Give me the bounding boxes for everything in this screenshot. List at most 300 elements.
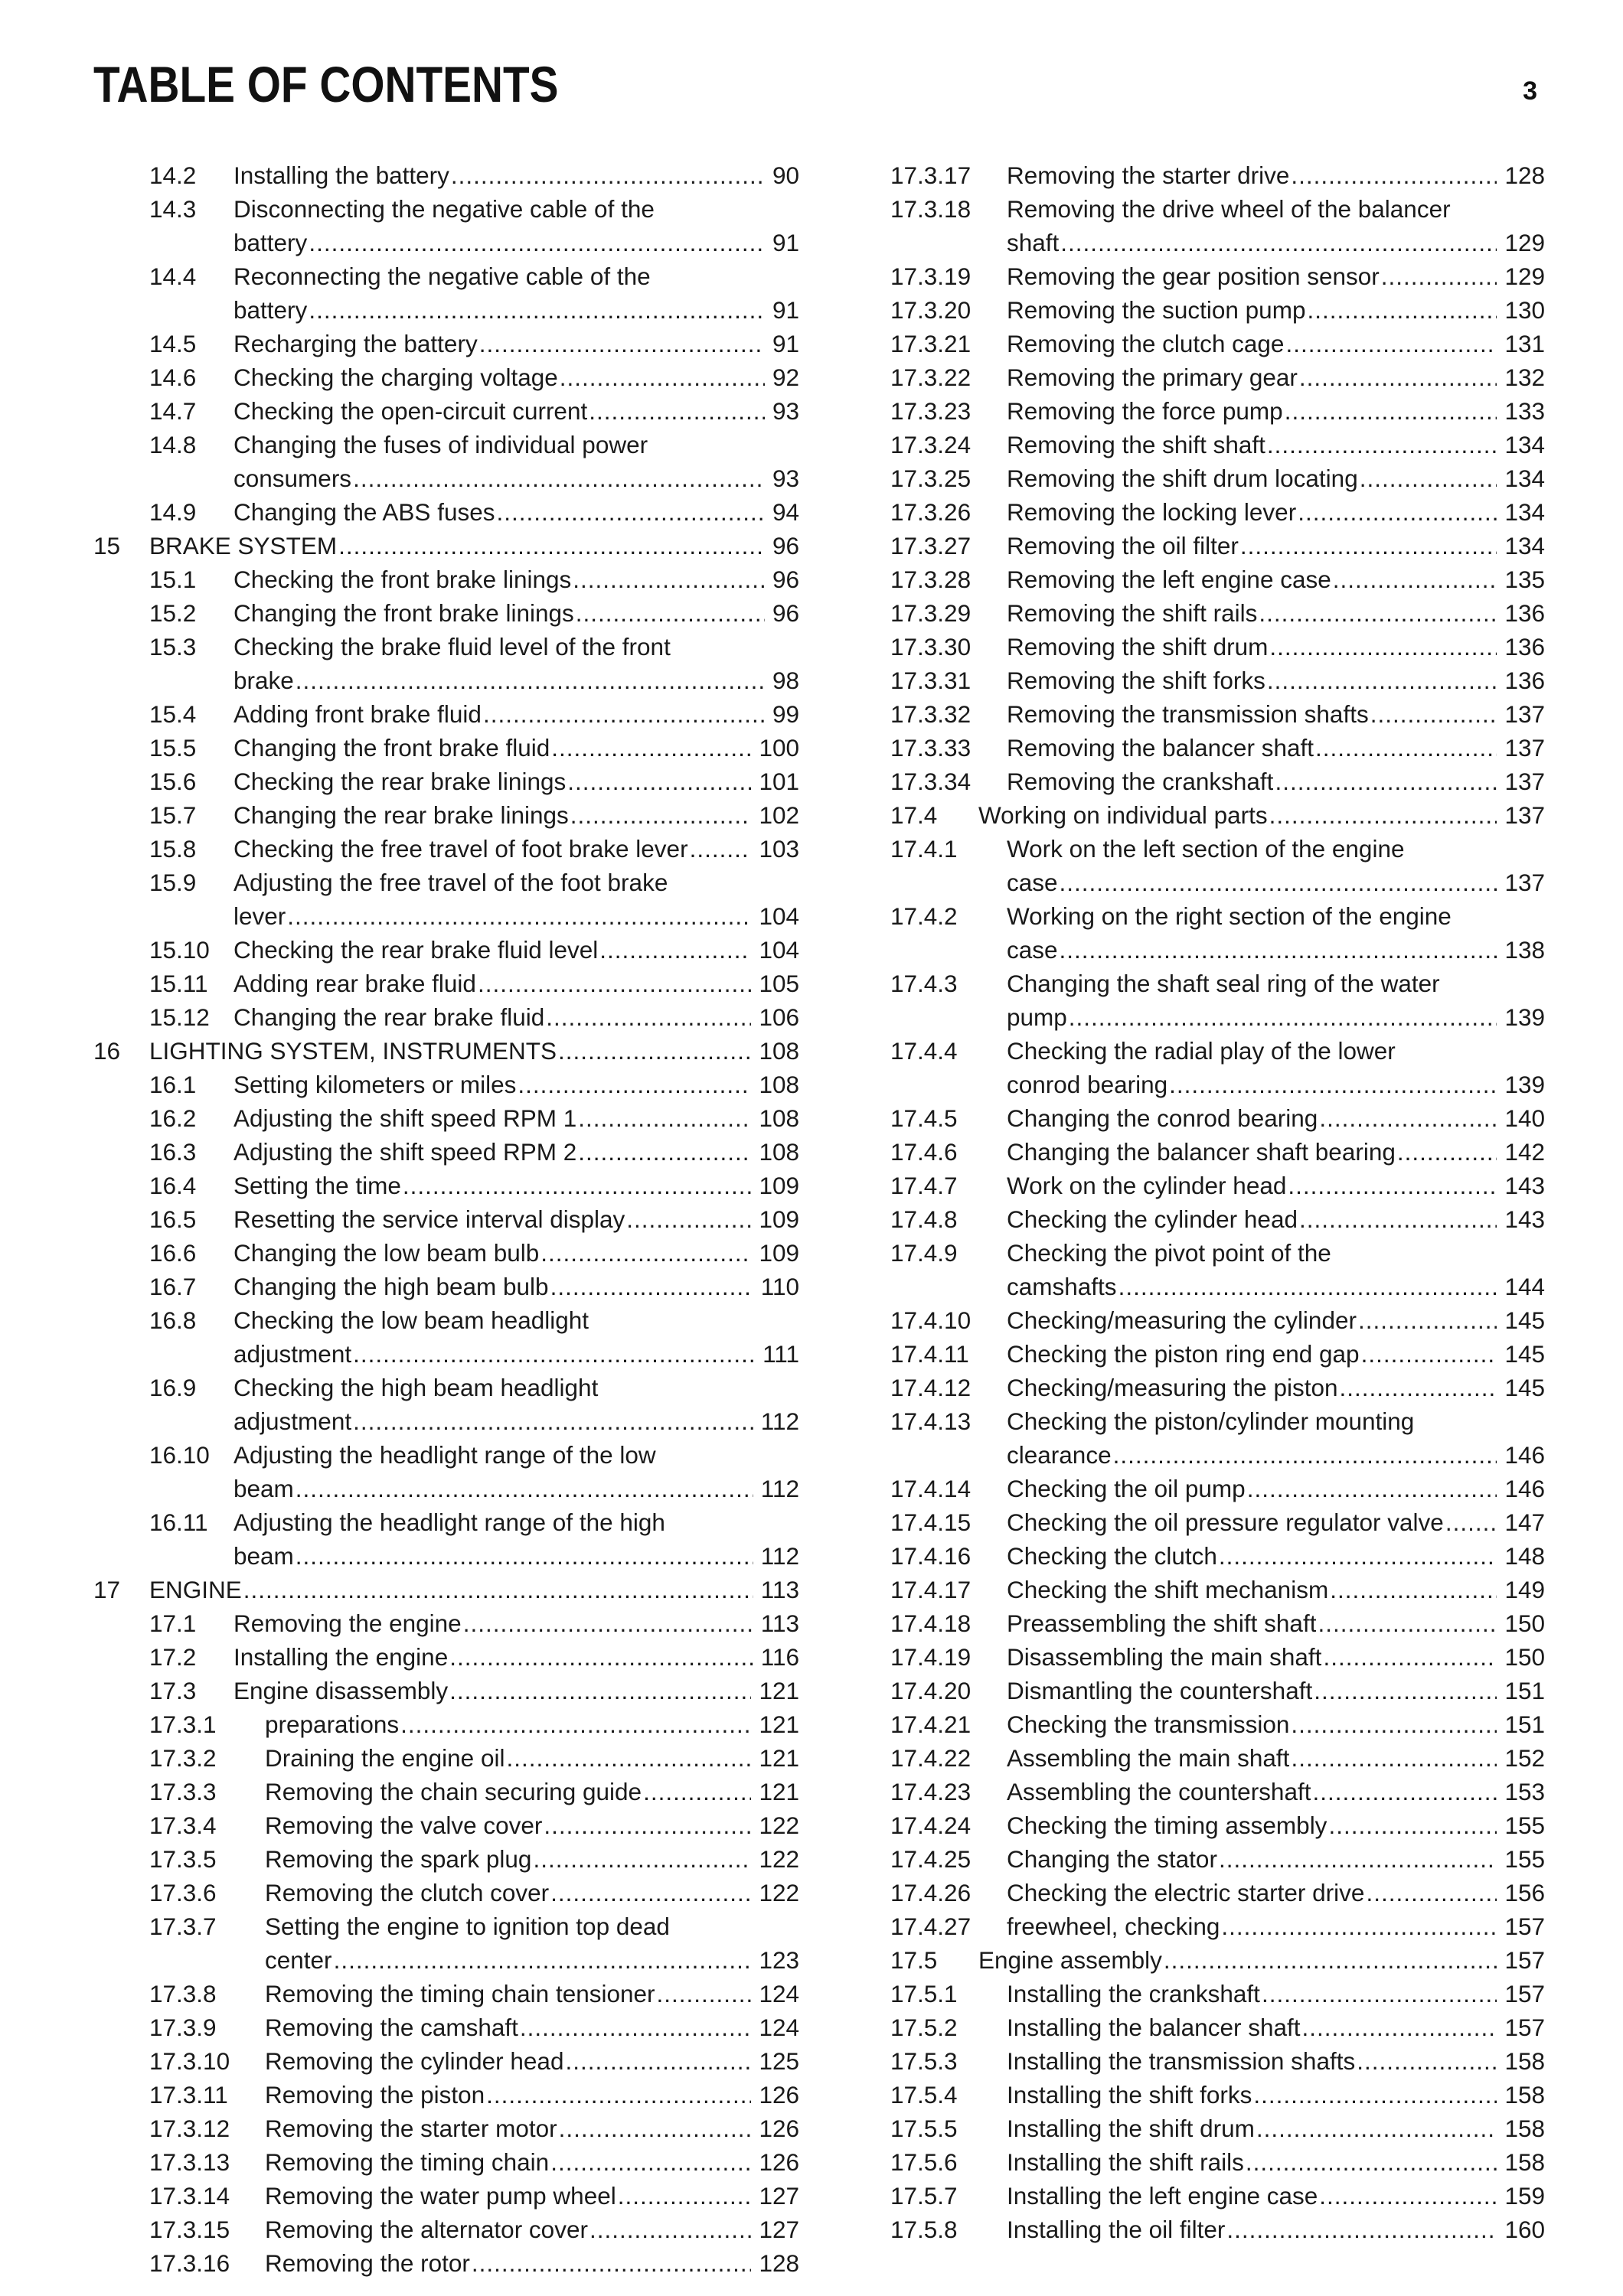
toc-entry-page: 137 bbox=[1504, 700, 1545, 728]
toc-entry[interactable] bbox=[93, 529, 799, 563]
toc-entry-number: 16.9 bbox=[149, 1374, 197, 1401]
dot-leader bbox=[1267, 664, 1497, 697]
toc-entry[interactable] bbox=[890, 1640, 1545, 1674]
toc-entry-title: Removing the spark plug bbox=[265, 1845, 532, 1873]
toc-entry-page: 153 bbox=[1504, 1778, 1545, 1805]
toc-entry[interactable] bbox=[890, 2213, 1545, 2246]
toc-entry[interactable] bbox=[890, 1606, 1545, 1640]
toc-entry[interactable] bbox=[890, 2179, 1545, 2213]
toc-entry-title-continued: lever bbox=[233, 902, 286, 930]
dot-leader bbox=[1330, 1573, 1497, 1606]
toc-entry[interactable] bbox=[93, 1741, 799, 1775]
toc-entry[interactable] bbox=[890, 1101, 1545, 1135]
toc-entry[interactable] bbox=[93, 192, 799, 259]
toc-entry-title: Changing the rear brake fluid bbox=[233, 1003, 545, 1031]
toc-entry[interactable] bbox=[93, 1977, 799, 2011]
toc-entry-page: 157 bbox=[1504, 1913, 1545, 1940]
toc-entry[interactable] bbox=[93, 1303, 799, 1371]
toc-entry-number: 15.9 bbox=[149, 869, 197, 896]
toc-entry[interactable] bbox=[890, 630, 1545, 664]
toc-entry[interactable] bbox=[93, 765, 799, 798]
toc-entry-number: 16.4 bbox=[149, 1172, 197, 1199]
page-number: 3 bbox=[1523, 77, 1537, 106]
toc-entry-page: 159 bbox=[1504, 2182, 1545, 2210]
toc-entry[interactable] bbox=[890, 1943, 1545, 1977]
dot-leader bbox=[506, 1741, 751, 1775]
toc-entry-number: 17.3.16 bbox=[149, 2249, 230, 2277]
toc-entry[interactable] bbox=[890, 664, 1545, 697]
toc-entry[interactable] bbox=[93, 967, 799, 1000]
toc-entry-page: 108 bbox=[759, 1138, 799, 1166]
toc-entry-number: 17.3.13 bbox=[149, 2148, 230, 2176]
page-title: TABLE OF CONTENTS bbox=[93, 56, 559, 113]
toc-entry[interactable] bbox=[890, 596, 1545, 630]
toc-entry[interactable] bbox=[890, 1876, 1545, 1910]
toc-entry[interactable] bbox=[93, 1371, 799, 1438]
toc-entry[interactable] bbox=[890, 2145, 1545, 2179]
toc-entry-page: 136 bbox=[1504, 667, 1545, 694]
toc-entry-page: 155 bbox=[1504, 1845, 1545, 1873]
toc-entry-page: 143 bbox=[1504, 1172, 1545, 1199]
toc-entry-title: Removing the drive wheel of the balancer bbox=[1007, 195, 1451, 223]
toc-entry-number: 16.7 bbox=[149, 1273, 197, 1300]
dot-leader bbox=[1381, 259, 1497, 293]
toc-entry[interactable] bbox=[890, 428, 1545, 461]
toc-entry-title: Removing the balancer shaft bbox=[1007, 734, 1314, 762]
dot-leader bbox=[546, 1000, 751, 1034]
toc-entry[interactable] bbox=[890, 1303, 1545, 1337]
toc-entry[interactable] bbox=[93, 1000, 799, 1034]
dot-leader bbox=[472, 2246, 752, 2280]
dot-leader bbox=[353, 1404, 753, 1438]
toc-left-column bbox=[93, 158, 799, 2280]
toc-entry-page: 112 bbox=[760, 1542, 799, 1570]
dot-leader bbox=[463, 1606, 753, 1640]
toc-entry-title: Working on individual parts bbox=[978, 801, 1268, 829]
toc-entry-number: 17.3 bbox=[149, 1677, 197, 1704]
toc-entry-page: 136 bbox=[1504, 633, 1545, 660]
toc-entry[interactable] bbox=[890, 1505, 1545, 1539]
dot-leader bbox=[1323, 1640, 1497, 1674]
toc-entry-title: Removing the force pump bbox=[1007, 397, 1283, 425]
toc-entry[interactable] bbox=[890, 158, 1545, 192]
dot-leader bbox=[1315, 731, 1497, 765]
toc-entry-page: 113 bbox=[760, 1609, 799, 1637]
toc-entry-title: Adjusting the headlight range of the low bbox=[233, 1441, 656, 1469]
toc-entry[interactable] bbox=[890, 798, 1545, 832]
dot-leader bbox=[573, 563, 765, 596]
toc-entry-number: 16.11 bbox=[149, 1508, 208, 1536]
toc-entry[interactable] bbox=[93, 1135, 799, 1169]
toc-entry-title: Changing the front brake linings bbox=[233, 599, 574, 627]
dot-leader bbox=[1291, 1741, 1497, 1775]
toc-entry-number: 17.4.15 bbox=[890, 1508, 972, 1536]
toc-entry-title: Checking the charging voltage bbox=[233, 364, 558, 391]
toc-entry[interactable] bbox=[890, 1977, 1545, 2011]
toc-entry-title-continued: case bbox=[1007, 936, 1058, 964]
toc-entry[interactable] bbox=[93, 1034, 799, 1068]
toc-entry-page: 143 bbox=[1504, 1205, 1545, 1233]
toc-entry-number: 17.3.33 bbox=[890, 734, 972, 762]
toc-entry-title: Installing the transmission shafts bbox=[1007, 2047, 1356, 2075]
dot-leader bbox=[1357, 2044, 1497, 2078]
toc-entry-number: 14.5 bbox=[149, 330, 197, 357]
toc-entry-number: 17.4.9 bbox=[890, 1239, 958, 1267]
toc-entry[interactable] bbox=[890, 192, 1545, 259]
toc-entry-number: 17.4.25 bbox=[890, 1845, 972, 1873]
toc-entry[interactable] bbox=[93, 2145, 799, 2179]
toc-entry-title: Setting the engine to ignition top dead bbox=[265, 1913, 670, 1940]
toc-entry-number: 15.8 bbox=[149, 835, 197, 863]
toc-entry-title: ENGINE bbox=[149, 1576, 242, 1603]
dot-leader bbox=[1221, 1910, 1497, 1943]
toc-entry-title: Setting kilometers or miles bbox=[233, 1071, 517, 1098]
toc-entry-number: 17.3.31 bbox=[890, 667, 972, 694]
toc-entry[interactable] bbox=[93, 1808, 799, 1842]
dot-leader bbox=[1360, 461, 1497, 495]
toc-entry[interactable] bbox=[93, 1573, 799, 1606]
toc-entry[interactable] bbox=[93, 933, 799, 967]
toc-entry-page: 140 bbox=[1504, 1104, 1545, 1132]
toc-entry[interactable] bbox=[93, 259, 799, 327]
toc-entry[interactable] bbox=[890, 1775, 1545, 1808]
toc-entry-page: 108 bbox=[759, 1104, 799, 1132]
toc-entry-number: 15.12 bbox=[149, 1003, 210, 1031]
toc-entry-number: 17.3.20 bbox=[890, 296, 972, 324]
dot-leader bbox=[533, 1842, 751, 1876]
toc-entry[interactable] bbox=[890, 967, 1545, 1034]
toc-entry-number: 17.3.1 bbox=[149, 1711, 217, 1738]
toc-entry-number: 17.3.27 bbox=[890, 532, 972, 559]
toc-entry-page: 150 bbox=[1504, 1609, 1545, 1637]
toc-entry[interactable] bbox=[93, 1236, 799, 1270]
dot-leader bbox=[643, 1775, 751, 1808]
toc-entry[interactable] bbox=[890, 1202, 1545, 1236]
toc-entry-title: Adjusting the shift speed RPM 2 bbox=[233, 1138, 577, 1166]
dot-leader bbox=[309, 226, 765, 259]
toc-entry[interactable] bbox=[93, 2044, 799, 2078]
toc-entry-page: 113 bbox=[760, 1576, 799, 1603]
toc-entry[interactable] bbox=[890, 1539, 1545, 1573]
toc-entry[interactable] bbox=[93, 1270, 799, 1303]
dot-leader bbox=[690, 832, 752, 866]
toc-entry[interactable] bbox=[890, 1573, 1545, 1606]
toc-entry-number: 17.3.21 bbox=[890, 330, 972, 357]
toc-entry[interactable] bbox=[890, 259, 1545, 293]
toc-entry[interactable] bbox=[93, 1202, 799, 1236]
toc-entry-number: 16.6 bbox=[149, 1239, 197, 1267]
toc-entry-page: 122 bbox=[759, 1812, 799, 1839]
toc-entry[interactable] bbox=[93, 1606, 799, 1640]
toc-entry-title: Checking the oil pressure regulator valve bbox=[1007, 1508, 1444, 1536]
toc-entry-number: 16.3 bbox=[149, 1138, 197, 1166]
toc-entry[interactable] bbox=[890, 1404, 1545, 1472]
dot-leader bbox=[1314, 1674, 1497, 1707]
toc-entry[interactable] bbox=[93, 158, 799, 192]
toc-entry-title: Adding front brake fluid bbox=[233, 700, 482, 728]
toc-entry-page: 111 bbox=[763, 1340, 799, 1368]
toc-entry[interactable] bbox=[93, 2213, 799, 2246]
toc-entry[interactable] bbox=[93, 832, 799, 866]
toc-entry-title: Removing the shift drum bbox=[1007, 633, 1269, 660]
toc-entry-page: 125 bbox=[759, 2047, 799, 2075]
toc-entry[interactable] bbox=[890, 731, 1545, 765]
toc-entry-page: 126 bbox=[759, 2115, 799, 2142]
toc-entry[interactable] bbox=[93, 1910, 799, 1977]
toc-entry[interactable] bbox=[93, 1438, 799, 1505]
toc-entry[interactable] bbox=[93, 2011, 799, 2044]
toc-entry[interactable] bbox=[890, 1337, 1545, 1371]
toc-entry-title: Installing the shift rails bbox=[1007, 2148, 1244, 2176]
toc-entry-page: 126 bbox=[759, 2148, 799, 2176]
toc-entry[interactable] bbox=[93, 1068, 799, 1101]
toc-entry-page: 152 bbox=[1504, 1744, 1545, 1772]
toc-entry-number: 17.4.3 bbox=[890, 970, 958, 997]
toc-entry[interactable] bbox=[93, 2179, 799, 2213]
toc-entry-page: 91 bbox=[772, 330, 799, 357]
toc-entry[interactable] bbox=[890, 495, 1545, 529]
toc-entry-page: 122 bbox=[759, 1845, 799, 1873]
toc-entry[interactable] bbox=[93, 2112, 799, 2145]
toc-entry-title: Removing the alternator cover bbox=[265, 2216, 588, 2243]
toc-entry[interactable] bbox=[890, 1910, 1545, 1943]
dot-leader bbox=[570, 798, 752, 832]
toc-entry[interactable] bbox=[890, 327, 1545, 360]
toc-entry[interactable] bbox=[890, 1741, 1545, 1775]
toc-entry-number: 17.3.10 bbox=[149, 2047, 230, 2075]
toc-entry-title: Changing the stator bbox=[1007, 1845, 1217, 1873]
toc-entry[interactable] bbox=[93, 428, 799, 495]
toc-entry-number: 17.3.15 bbox=[149, 2216, 230, 2243]
toc-entry[interactable] bbox=[93, 563, 799, 596]
dot-leader bbox=[1285, 327, 1497, 360]
dot-leader bbox=[296, 1539, 753, 1573]
toc-entry[interactable] bbox=[93, 697, 799, 731]
toc-entry[interactable] bbox=[890, 529, 1545, 563]
toc-entry-title: Assembling the countershaft bbox=[1007, 1778, 1311, 1805]
toc-entry-title: Disconnecting the negative cable of the bbox=[233, 195, 655, 223]
toc-entry-title: Checking the clutch bbox=[1007, 1542, 1217, 1570]
dot-leader bbox=[296, 1472, 753, 1505]
toc-entry[interactable] bbox=[93, 360, 799, 394]
toc-entry[interactable] bbox=[93, 798, 799, 832]
toc-entry[interactable] bbox=[890, 899, 1545, 967]
toc-entry-number: 17.2 bbox=[149, 1643, 197, 1671]
toc-entry-title: Adjusting the free travel of the foot brake bbox=[233, 869, 668, 896]
dot-leader bbox=[599, 933, 751, 967]
toc-entry[interactable] bbox=[890, 360, 1545, 394]
toc-entry-page: 155 bbox=[1504, 1812, 1545, 1839]
toc-entry[interactable] bbox=[93, 866, 799, 933]
toc-entry[interactable] bbox=[93, 1505, 799, 1573]
toc-entry-title-continued: adjustment bbox=[233, 1407, 352, 1435]
dot-leader bbox=[578, 1101, 751, 1135]
toc-entry[interactable] bbox=[890, 2011, 1545, 2044]
toc-entry[interactable] bbox=[890, 832, 1545, 899]
dot-leader bbox=[565, 2044, 751, 2078]
dot-leader bbox=[1169, 1068, 1497, 1101]
toc-entry[interactable] bbox=[890, 1135, 1545, 1169]
dot-leader bbox=[1269, 630, 1497, 664]
toc-entry-number: 17.3.7 bbox=[149, 1913, 217, 1940]
toc-entry[interactable] bbox=[890, 1034, 1545, 1101]
toc-entry-number: 17.3.11 bbox=[149, 2081, 228, 2108]
toc-entry-title: Checking the shift mechanism bbox=[1007, 1576, 1329, 1603]
toc-entry-page: 136 bbox=[1504, 599, 1545, 627]
toc-entry-title: Working on the right section of the engine bbox=[1007, 902, 1452, 930]
toc-entry-title: Preassembling the shift shaft bbox=[1007, 1609, 1317, 1637]
toc-entry[interactable] bbox=[890, 2078, 1545, 2112]
toc-entry[interactable] bbox=[93, 630, 799, 697]
toc-entry-page: 121 bbox=[759, 1778, 799, 1805]
dot-leader bbox=[1259, 596, 1497, 630]
toc-entry-title: Removing the shift rails bbox=[1007, 599, 1258, 627]
toc-entry-number: 15.1 bbox=[149, 566, 197, 593]
toc-entry-page: 116 bbox=[760, 1643, 799, 1671]
toc-entry[interactable] bbox=[93, 1640, 799, 1674]
toc-entry[interactable] bbox=[93, 1707, 799, 1741]
toc-entry[interactable] bbox=[890, 697, 1545, 731]
toc-entry-number: 17.3.24 bbox=[890, 431, 972, 458]
toc-entry[interactable] bbox=[93, 1674, 799, 1707]
toc-entry[interactable] bbox=[890, 1371, 1545, 1404]
toc-entry[interactable] bbox=[890, 563, 1545, 596]
toc-entry-number: 17.3.22 bbox=[890, 364, 972, 391]
toc-entry-title: Engine disassembly bbox=[233, 1677, 449, 1704]
toc-entry-page: 109 bbox=[759, 1172, 799, 1199]
toc-entry[interactable] bbox=[93, 2246, 799, 2280]
toc-entry-page: 137 bbox=[1504, 768, 1545, 795]
dot-leader bbox=[1288, 1169, 1497, 1202]
toc-entry-number: 17.4.14 bbox=[890, 1475, 972, 1502]
toc-entry-page: 139 bbox=[1504, 1071, 1545, 1098]
toc-entry-title: Changing the fuses of individual power bbox=[233, 431, 648, 458]
dot-leader bbox=[1219, 1842, 1497, 1876]
toc-entry[interactable] bbox=[890, 1707, 1545, 1741]
toc-entry-page: 147 bbox=[1504, 1508, 1545, 1536]
dot-leader bbox=[1291, 1707, 1497, 1741]
toc-entry[interactable] bbox=[890, 2112, 1545, 2145]
toc-entry[interactable] bbox=[93, 1169, 799, 1202]
toc-entry-page: 133 bbox=[1504, 397, 1545, 425]
dot-leader bbox=[1069, 1000, 1497, 1034]
toc-entry[interactable] bbox=[93, 1101, 799, 1135]
toc-entry-title: Changing the ABS fuses bbox=[233, 498, 495, 526]
toc-entry[interactable] bbox=[93, 596, 799, 630]
toc-entry-title: Checking the electric starter drive bbox=[1007, 1879, 1365, 1906]
dot-leader bbox=[551, 731, 751, 765]
toc-entry[interactable] bbox=[93, 731, 799, 765]
toc-entry-page: 108 bbox=[759, 1071, 799, 1098]
toc-entry-title: Work on the left section of the engine bbox=[1007, 835, 1405, 863]
dot-leader bbox=[478, 967, 751, 1000]
toc-entry-page: 122 bbox=[759, 1879, 799, 1906]
toc-entry-page: 158 bbox=[1504, 2148, 1545, 2176]
toc-entry-title: Adjusting the shift speed RPM 1 bbox=[233, 1104, 577, 1132]
toc-entry-number: 15.4 bbox=[149, 700, 197, 728]
toc-entry-number: 17.4.24 bbox=[890, 1812, 972, 1839]
toc-entry[interactable] bbox=[93, 1775, 799, 1808]
toc-entry-page: 148 bbox=[1504, 1542, 1545, 1570]
toc-entry[interactable] bbox=[890, 1472, 1545, 1505]
toc-entry-title: Removing the crankshaft bbox=[1007, 768, 1274, 795]
toc-entry-title: Removing the clutch cover bbox=[265, 1879, 550, 1906]
dot-leader bbox=[1253, 2078, 1497, 2112]
toc-entry-page: 98 bbox=[772, 667, 799, 694]
toc-entry-title: Removing the transmission shafts bbox=[1007, 700, 1369, 728]
toc-entry-title: freewheel, checking bbox=[1007, 1913, 1220, 1940]
toc-entry-page: 92 bbox=[772, 364, 799, 391]
toc-entry[interactable] bbox=[890, 2044, 1545, 2078]
toc-entry[interactable] bbox=[93, 2078, 799, 2112]
toc-entry-page: 137 bbox=[1504, 869, 1545, 896]
toc-entry-title: Installing the shift forks bbox=[1007, 2081, 1252, 2108]
toc-entry-title: Installing the left engine case bbox=[1007, 2182, 1318, 2210]
toc-entry-title: Dismantling the countershaft bbox=[1007, 1677, 1313, 1704]
toc-entry-title: Installing the shift drum bbox=[1007, 2115, 1255, 2142]
toc-entry[interactable] bbox=[890, 1842, 1545, 1876]
dot-leader bbox=[451, 158, 765, 192]
toc-entry[interactable] bbox=[890, 394, 1545, 428]
toc-entry[interactable] bbox=[890, 1236, 1545, 1303]
toc-entry-number: 17.5 bbox=[890, 1946, 938, 1974]
toc-entry-number: 17.3.23 bbox=[890, 397, 972, 425]
dot-leader bbox=[479, 327, 765, 360]
dot-leader bbox=[520, 2011, 752, 2044]
dot-leader bbox=[1267, 428, 1497, 461]
toc-entry[interactable] bbox=[890, 765, 1545, 798]
toc-entry-title: Removing the valve cover bbox=[265, 1812, 543, 1839]
dot-leader bbox=[400, 1707, 751, 1741]
toc-entry[interactable] bbox=[93, 394, 799, 428]
toc-entry-title: Draining the engine oil bbox=[265, 1744, 505, 1772]
toc-entry-title-continued: consumers bbox=[233, 465, 352, 492]
toc-entry[interactable] bbox=[890, 1674, 1545, 1707]
dot-leader bbox=[309, 293, 765, 327]
toc-entry[interactable] bbox=[93, 495, 799, 529]
toc-entry-title: Removing the chain securing guide bbox=[265, 1778, 642, 1805]
toc-entry-page: 104 bbox=[759, 936, 799, 964]
toc-entry[interactable] bbox=[93, 1876, 799, 1910]
toc-entry[interactable] bbox=[890, 293, 1545, 327]
toc-entry-page: 139 bbox=[1504, 1003, 1545, 1031]
dot-leader bbox=[1285, 394, 1497, 428]
dot-leader bbox=[1246, 2145, 1497, 2179]
dot-leader bbox=[1247, 1472, 1497, 1505]
toc-entry-page: 108 bbox=[759, 1037, 799, 1065]
toc-entry[interactable] bbox=[890, 1169, 1545, 1202]
toc-entry-number: 14.7 bbox=[149, 397, 197, 425]
toc-entry[interactable] bbox=[93, 1842, 799, 1876]
toc-entry-page: 130 bbox=[1504, 296, 1545, 324]
toc-entry-title-continued: battery bbox=[233, 296, 308, 324]
toc-entry-title: Disassembling the main shaft bbox=[1007, 1643, 1322, 1671]
toc-entry[interactable] bbox=[890, 1808, 1545, 1842]
toc-entry-title: Checking the piston/cylinder mounting bbox=[1007, 1407, 1415, 1435]
toc-entry-page: 109 bbox=[759, 1239, 799, 1267]
toc-entry-page: 96 bbox=[772, 566, 799, 593]
dot-leader bbox=[1299, 1202, 1497, 1236]
toc-entry-page: 134 bbox=[1504, 498, 1545, 526]
toc-entry-number: 14.2 bbox=[149, 161, 197, 189]
toc-entry-page: 135 bbox=[1504, 566, 1545, 593]
toc-entry-number: 17.4.23 bbox=[890, 1778, 972, 1805]
toc-entry-page: 96 bbox=[772, 532, 799, 559]
toc-entry-page: 128 bbox=[759, 2249, 799, 2277]
toc-entry[interactable] bbox=[93, 327, 799, 360]
toc-entry[interactable] bbox=[890, 461, 1545, 495]
toc-entry-number: 16.2 bbox=[149, 1104, 197, 1132]
